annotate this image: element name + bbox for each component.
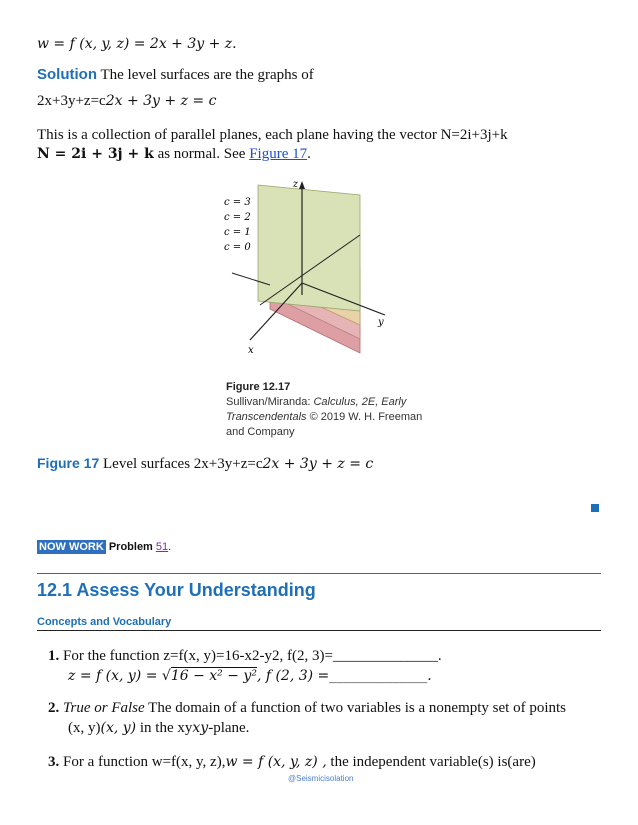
problem-2-text: The domain of a function of two variables is a nonempty set of points <box>148 700 566 716</box>
subtitle-rule <box>37 630 601 631</box>
caption-line-3: and Company <box>226 426 295 438</box>
now-work-line <box>37 541 171 553</box>
now-work-badge: NOW WORK <box>39 541 104 553</box>
z-arrow <box>299 181 305 189</box>
caption-title: Figure 12.17 <box>226 381 291 393</box>
section-title: 12.1 Assess Your Understanding <box>37 580 316 600</box>
problem-2-math-pair: (x, y) <box>100 720 137 736</box>
caption-book-title: Calculus, 2E, Early <box>313 396 407 408</box>
problem-2-line-1 <box>48 700 566 717</box>
solution-text: The level surfaces are the graphs of <box>100 67 314 83</box>
problem-3-math: w = f (x, y, z) , <box>225 754 327 770</box>
figure-17-math-eq: 2x + 3y + z = c <box>262 456 374 472</box>
collection-line-2 <box>37 146 311 163</box>
problem-2-number: 2. <box>48 700 60 716</box>
caption-line-2 <box>226 410 446 425</box>
figure-17-text: Level surfaces <box>103 456 191 472</box>
top-equation: w = f (x, y, z) = 2x + 3y + z. <box>37 36 237 52</box>
level-surfaces-diagram <box>220 175 420 375</box>
figure-17-plain-eq: 2x+3y+z=c <box>193 456 263 472</box>
problem-3-line-1 <box>48 754 536 771</box>
problem-1-sqrt-body: 16 − x² − y² <box>170 668 257 684</box>
solution-equation-line <box>37 93 216 110</box>
level-label-c2: c = 2 <box>224 212 251 223</box>
problem-1-number: 1. <box>48 648 60 664</box>
axis-x-label: x <box>248 345 254 356</box>
normal-vector-math: N = 2i + 3j + k <box>37 146 154 162</box>
figure-17-link[interactable]: Figure 17 <box>249 146 308 162</box>
as-normal-text: as normal. See <box>157 146 246 162</box>
section-subtitle: Concepts and Vocabulary <box>37 616 172 628</box>
watermark: @Seismicisolation <box>288 774 354 783</box>
problem-2-math-xy: xy <box>192 720 209 736</box>
problem-2-line-2 <box>68 720 249 737</box>
problem-3-text-b: the independent variable(s) is(are) <box>330 754 536 770</box>
section-top-rule <box>37 573 601 574</box>
level-label-c1: c = 1 <box>224 227 251 238</box>
caption-line-1 <box>226 395 446 410</box>
caption-copyright: © 2019 W. H. Freeman <box>306 411 423 423</box>
problem-1-math-a: z = f (x, y) = <box>68 668 162 684</box>
level-label-c3: c = 3 <box>224 197 251 208</box>
problem-3-number: 3. <box>48 754 60 770</box>
solution-paragraph <box>37 66 314 84</box>
problem-2-plane: -plane. <box>208 720 250 736</box>
problem-3-text-a: For a function w=f(x, y, z), <box>63 754 226 770</box>
now-work-problem: Problem <box>108 541 153 553</box>
problem-1-math-c: , f (2, 3) =______________. <box>256 668 432 684</box>
problem-1-line-2: z = f (x, y) = √16 − x² − y², f (2, 3) =______________. <box>68 668 432 684</box>
caption-authors: Sullivan/Miranda: <box>226 396 314 408</box>
solution-math-eq: 2x + 3y + z = c <box>105 93 217 109</box>
problem-2-in-the: in the xy <box>139 720 193 736</box>
problem-1-line-1 <box>48 648 442 665</box>
solution-plain-eq: 2x+3y+z=c <box>37 93 106 109</box>
figure-publisher-caption <box>226 380 446 440</box>
solution-label: Solution <box>37 66 97 83</box>
collection-text: This is a collection of parallel planes, each plane having the vector N=2i+3j+k <box>37 127 508 143</box>
end-of-example-square <box>591 504 599 512</box>
period: . <box>307 146 311 162</box>
axis-y-label: y <box>378 317 384 328</box>
problem-2-plain-pair: (x, y) <box>68 720 101 736</box>
now-work-period: . <box>168 541 172 553</box>
figure-12-17 <box>220 175 420 375</box>
problem-1-text: For the function z=f(x, y)=16-x2-y2, f(2, 3)=______________. <box>63 648 442 664</box>
level-label-c0: c = 0 <box>224 242 251 253</box>
problem-51-link[interactable]: 51 <box>155 541 169 553</box>
plane-back <box>258 185 360 311</box>
caption-book-subtitle: Transcendentals <box>226 411 307 423</box>
axis-z-label: z <box>292 179 298 190</box>
figure-17-label: Figure 17 <box>37 455 100 471</box>
figure-17-caption <box>37 455 373 473</box>
problem-2-italic: True or False <box>63 700 145 716</box>
